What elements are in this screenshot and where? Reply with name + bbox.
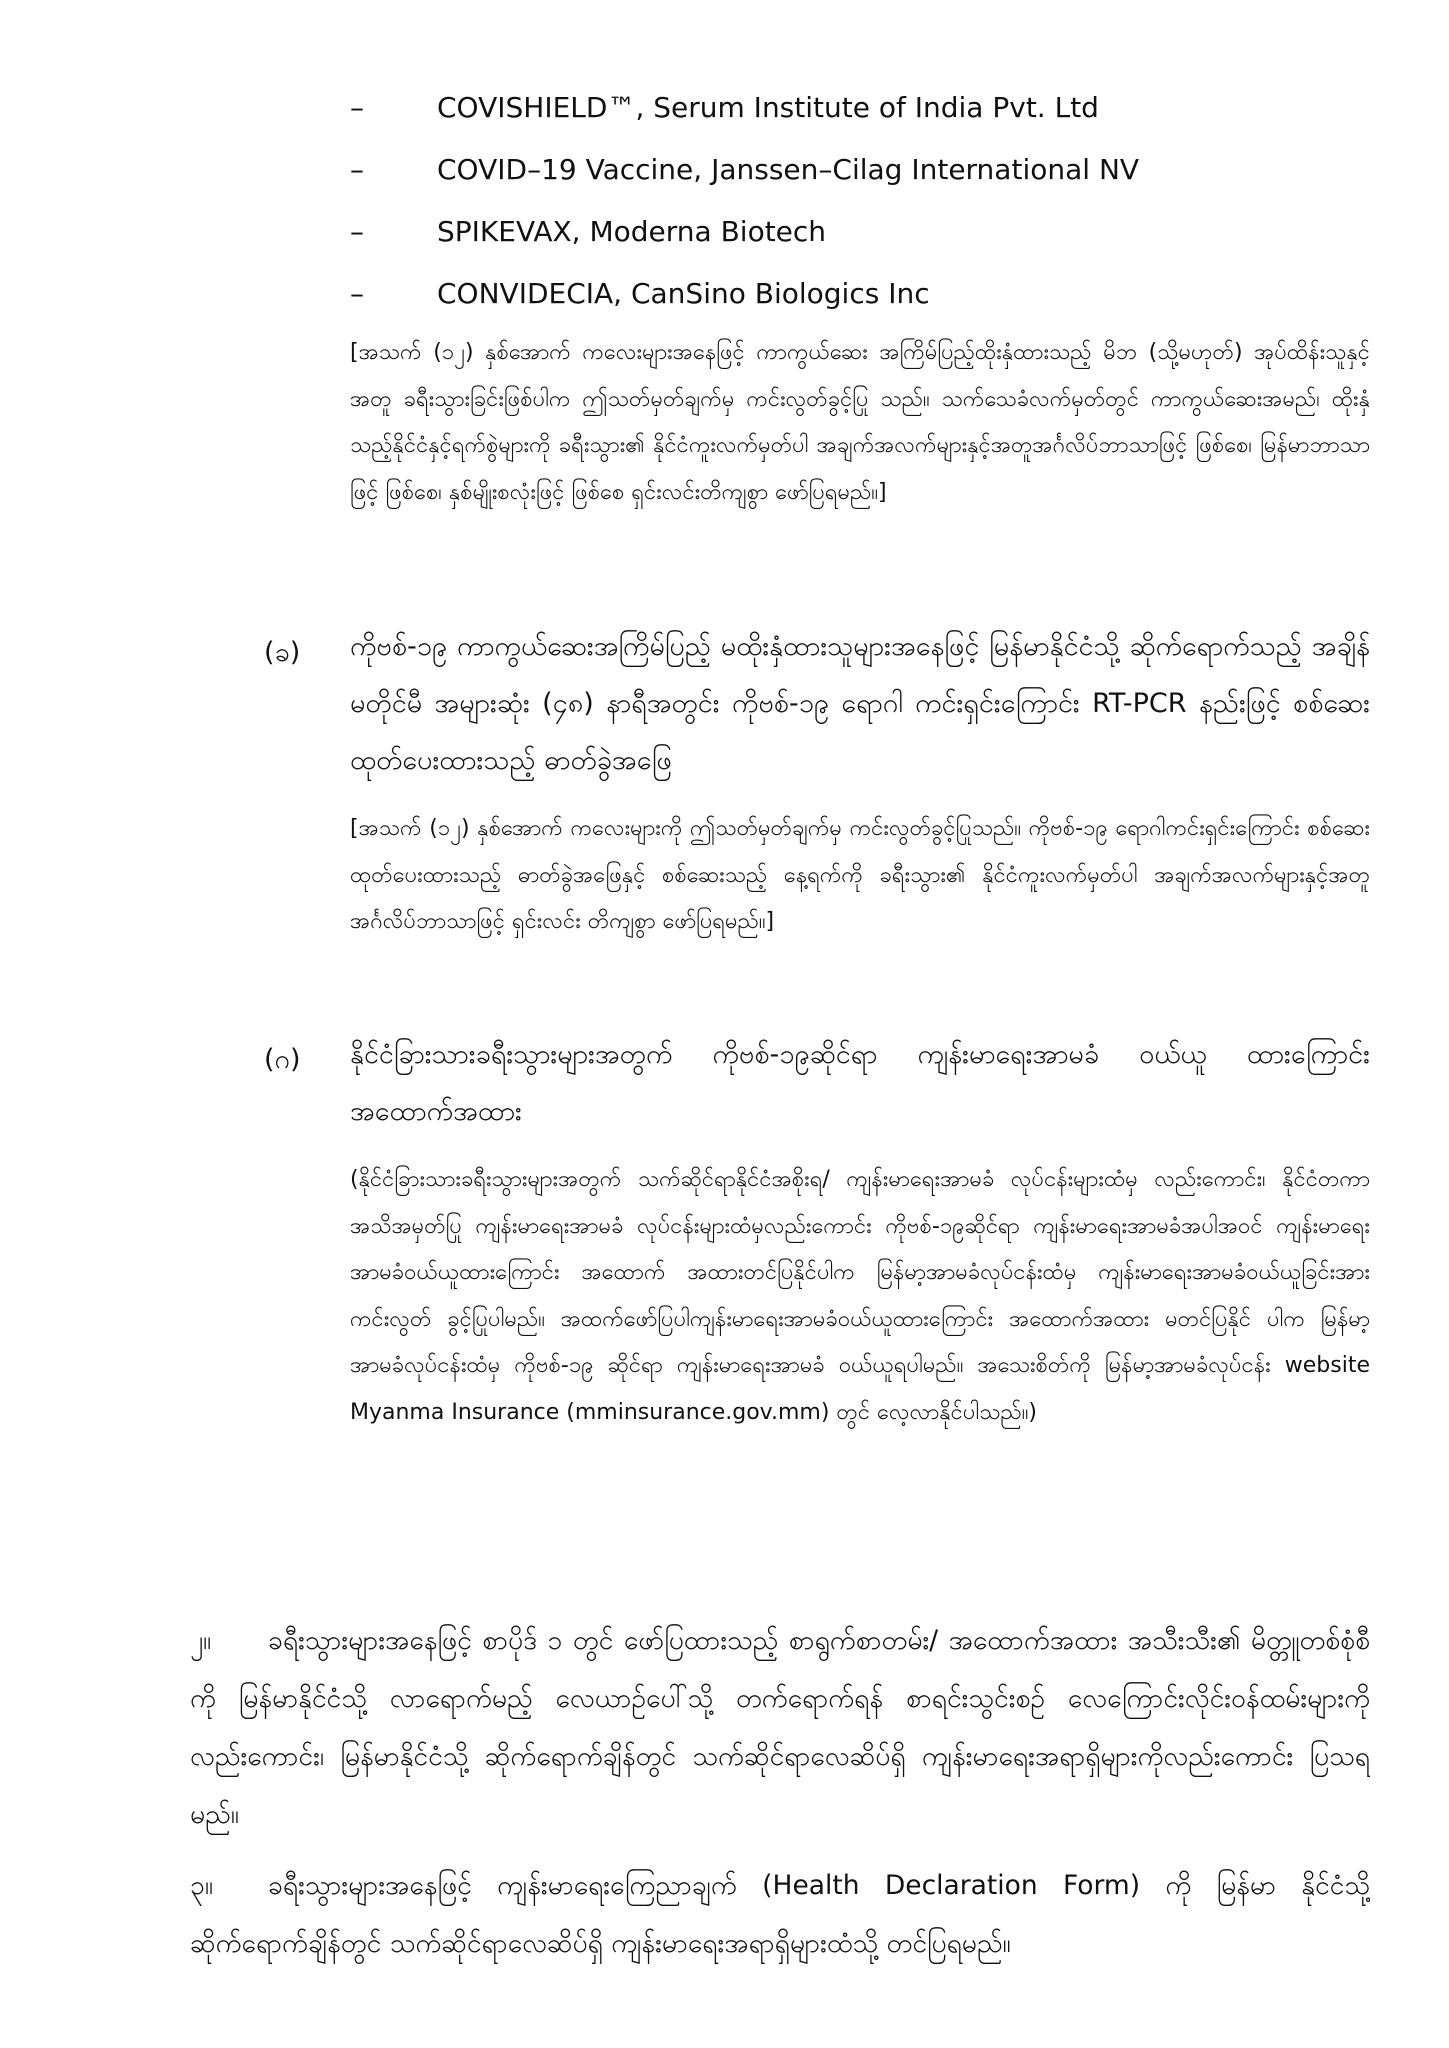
pcr-test-note: [အသက် (၁၂) နှစ်အောက် ကလေးများကို ဤသတ်မှတ်ချက်မှ ကင်းလွတ်ခွင့်ပြုသည်။ ကိုဗစ်-၁၉ ရောဂါကင်းရှင်းကြောင်း စစ်ဆေးထုတ်ပေးထားသည့် ဓာတ်ခွဲအဖြေနှင့် စစ်ဆေးသည့် နေ့ရက်ကို ခရီးသွား၏ နိုင်ငံကူးလက်မှတ်ပါ အချက်အလက်များနှင့်အတူ အင်္ဂလိပ်ဘာသာဖြင့် ရှင်းလင်း တိကျစွာ ဖော်ပြရမည်။]	[350, 816, 1370, 934]
list-item	[350, 150, 1310, 212]
vaccine-name: SPIKEVAX, Moderna Biotech	[437, 215, 827, 248]
list-dash: –	[350, 277, 364, 310]
paragraph-number: ၃။	[190, 1869, 213, 1901]
list-dash: –	[350, 153, 364, 186]
vaccine-list	[350, 88, 1310, 336]
insurance-note: (နိုင်ငံခြားသားခရီးသွားများအတွက် သက်ဆိုင်ရာနိုင်ငံအစိုးရ/ ကျန်းမာရေးအာမခံ လုပ်ငန်းများထံမှ လည်းကောင်း၊ နိုင်ငံတကာအသိအမှတ်ပြု ကျန်းမာရေးအာမခံ လုပ်ငန်းများထံမှလည်းကောင်း ကိုဗစ်-၁၉ဆိုင်ရာ ကျန်းမာရေးအာမခံအပါအဝင် ကျန်းမာရေးအာမခံဝယ်ယူထားကြောင်း အထောက် အထားတင်ပြနိုင်ပါက မြန်မာ့အာမခံလုပ်ငန်းထံမှ ကျန်းမာရေးအာမခံဝယ်ယူခြင်းအား ကင်းလွတ် ခွင့်ပြုပါမည်။ အထက်ဖော်ပြပါကျန်းမာရေးအာမခံဝယ်ယူထားကြောင်း အထောက်အထား မတင်ပြနိုင် ပါက မြန်မာ့အာမခံလုပ်ငန်းထံမှ ကိုဗစ်-၁၉ ဆိုင်ရာ ကျန်းမာရေးအာမခံ ဝယ်ယူရပါမည်။ အသေးစိတ်ကို မြန်မာ့အာမခံလုပ်ငန်း website Myanma Insurance (mminsurance.gov.mm) တွင် လေ့လာနိုင်ပါသည်။)	[350, 1167, 1370, 1425]
item-marker-b: (ခ)	[264, 637, 301, 668]
list-item	[350, 274, 1310, 336]
paragraph-3	[190, 1857, 1370, 1977]
list-dash: –	[350, 215, 364, 248]
vaccine-name: CONVIDECIA, CanSino Biologics Inc	[437, 277, 930, 310]
vaccine-name: COVID–19 Vaccine, Janssen–Cilag International NV	[437, 153, 1140, 186]
paragraph-2	[190, 1612, 1370, 1852]
item-marker-c: (ဂ)	[264, 1044, 301, 1075]
pcr-test-heading: ကိုဗစ်-၁၉ ကာကွယ်ဆေးအကြိမ်ပြည့် မထိုးနှံထားသူများအနေဖြင့် မြန်မာနိုင်ငံသို့ ဆိုက်ရောက်သည့် အချိန်မတိုင်မီ အများဆုံး (၄၈) နာရီအတွင်း ကိုဗစ်-၁၉ ရောဂါ ကင်းရှင်းကြောင်း RT-PCR နည်းဖြင့် စစ်ဆေးထုတ်ပေးထားသည့် ဓာတ်ခွဲအဖြေ	[350, 631, 1370, 776]
children-exemption-note: [အသက် (၁၂) နှစ်အောက် ကလေးများအနေဖြင့် ကာကွယ်ဆေး အကြိမ်ပြည့်ထိုးနှံထားသည့် မိဘ (သို့မဟုတ်) အုပ်ထိန်းသူနှင့်အတူ ခရီးသွားခြင်းဖြစ်ပါက ဤသတ်မှတ်ချက်မှ ကင်းလွတ်ခွင့်ပြု သည်။ သက်သေခံလက်မှတ်တွင် ကာကွယ်ဆေးအမည်၊ ထိုးနှံသည့်နိုင်ငံနှင့်ရက်စွဲများကို ခရီးသွား၏ နိုင်ငံကူးလက်မှတ်ပါ အချက်အလက်များနှင့်အတူအင်္ဂလိပ်ဘာသာဖြင့် ဖြစ်စေ၊ မြန်မာဘာသာဖြင့် ဖြစ်စေ၊ နှစ်မျိုးစလုံးဖြင့် ဖြစ်စေ ရှင်းလင်းတိကျစွာ ဖော်ပြရမည်။]	[350, 340, 1370, 505]
vaccine-name: COVISHIELD™, Serum Institute of India Pvt. Ltd	[437, 91, 1099, 124]
list-dash: –	[350, 91, 364, 124]
paragraph-text: ခရီးသွားများအနေဖြင့် စာပိုဒ် ၁ တွင် ဖော်ပြထားသည့် စာရွက်စာတမ်း/ အထောက်အထား အသီးသီး၏ မိတ္တူတစ်စုံစီကို မြန်မာနိုင်ငံသို့ လာရောက်မည့် လေယာဉ်ပေါ်သို့ တက်ရောက်ရန် စာရင်းသွင်းစဉ် လေကြောင်းလိုင်းဝန်ထမ်းများကိုလည်းကောင်း၊ မြန်မာနိုင်ငံသို့ ဆိုက်ရောက်ချိန်တွင် သက်ဆိုင်ရာလေဆိပ်ရှိ ကျန်းမာရေးအရာရှိများကိုလည်းကောင်း ပြသရမည်။	[190, 1624, 1370, 1830]
insurance-heading: နိုင်ငံခြားသားခရီးသွားများအတွက် ကိုဗစ်-၁၉ဆိုင်ရာ ကျန်းမာရေးအာမခံ ဝယ်ယူ ထားကြောင်း အထောက်အထား	[350, 1039, 1370, 1127]
list-item	[350, 88, 1310, 150]
paragraph-text: ခရီးသွားများအနေဖြင့် ကျန်းမာရေးကြေညာချက် (Health Declaration Form) ကို မြန်မာ နိုင်ငံသို့ ဆိုက်ရောက်ချိန်တွင် သက်ဆိုင်ရာလေဆိပ်ရှိ ကျန်းမာရေးအရာရှိများထံသို့ တင်ပြရမည်။	[190, 1869, 1370, 1959]
paragraph-number: ၂။	[190, 1624, 212, 1656]
list-item	[350, 212, 1310, 274]
